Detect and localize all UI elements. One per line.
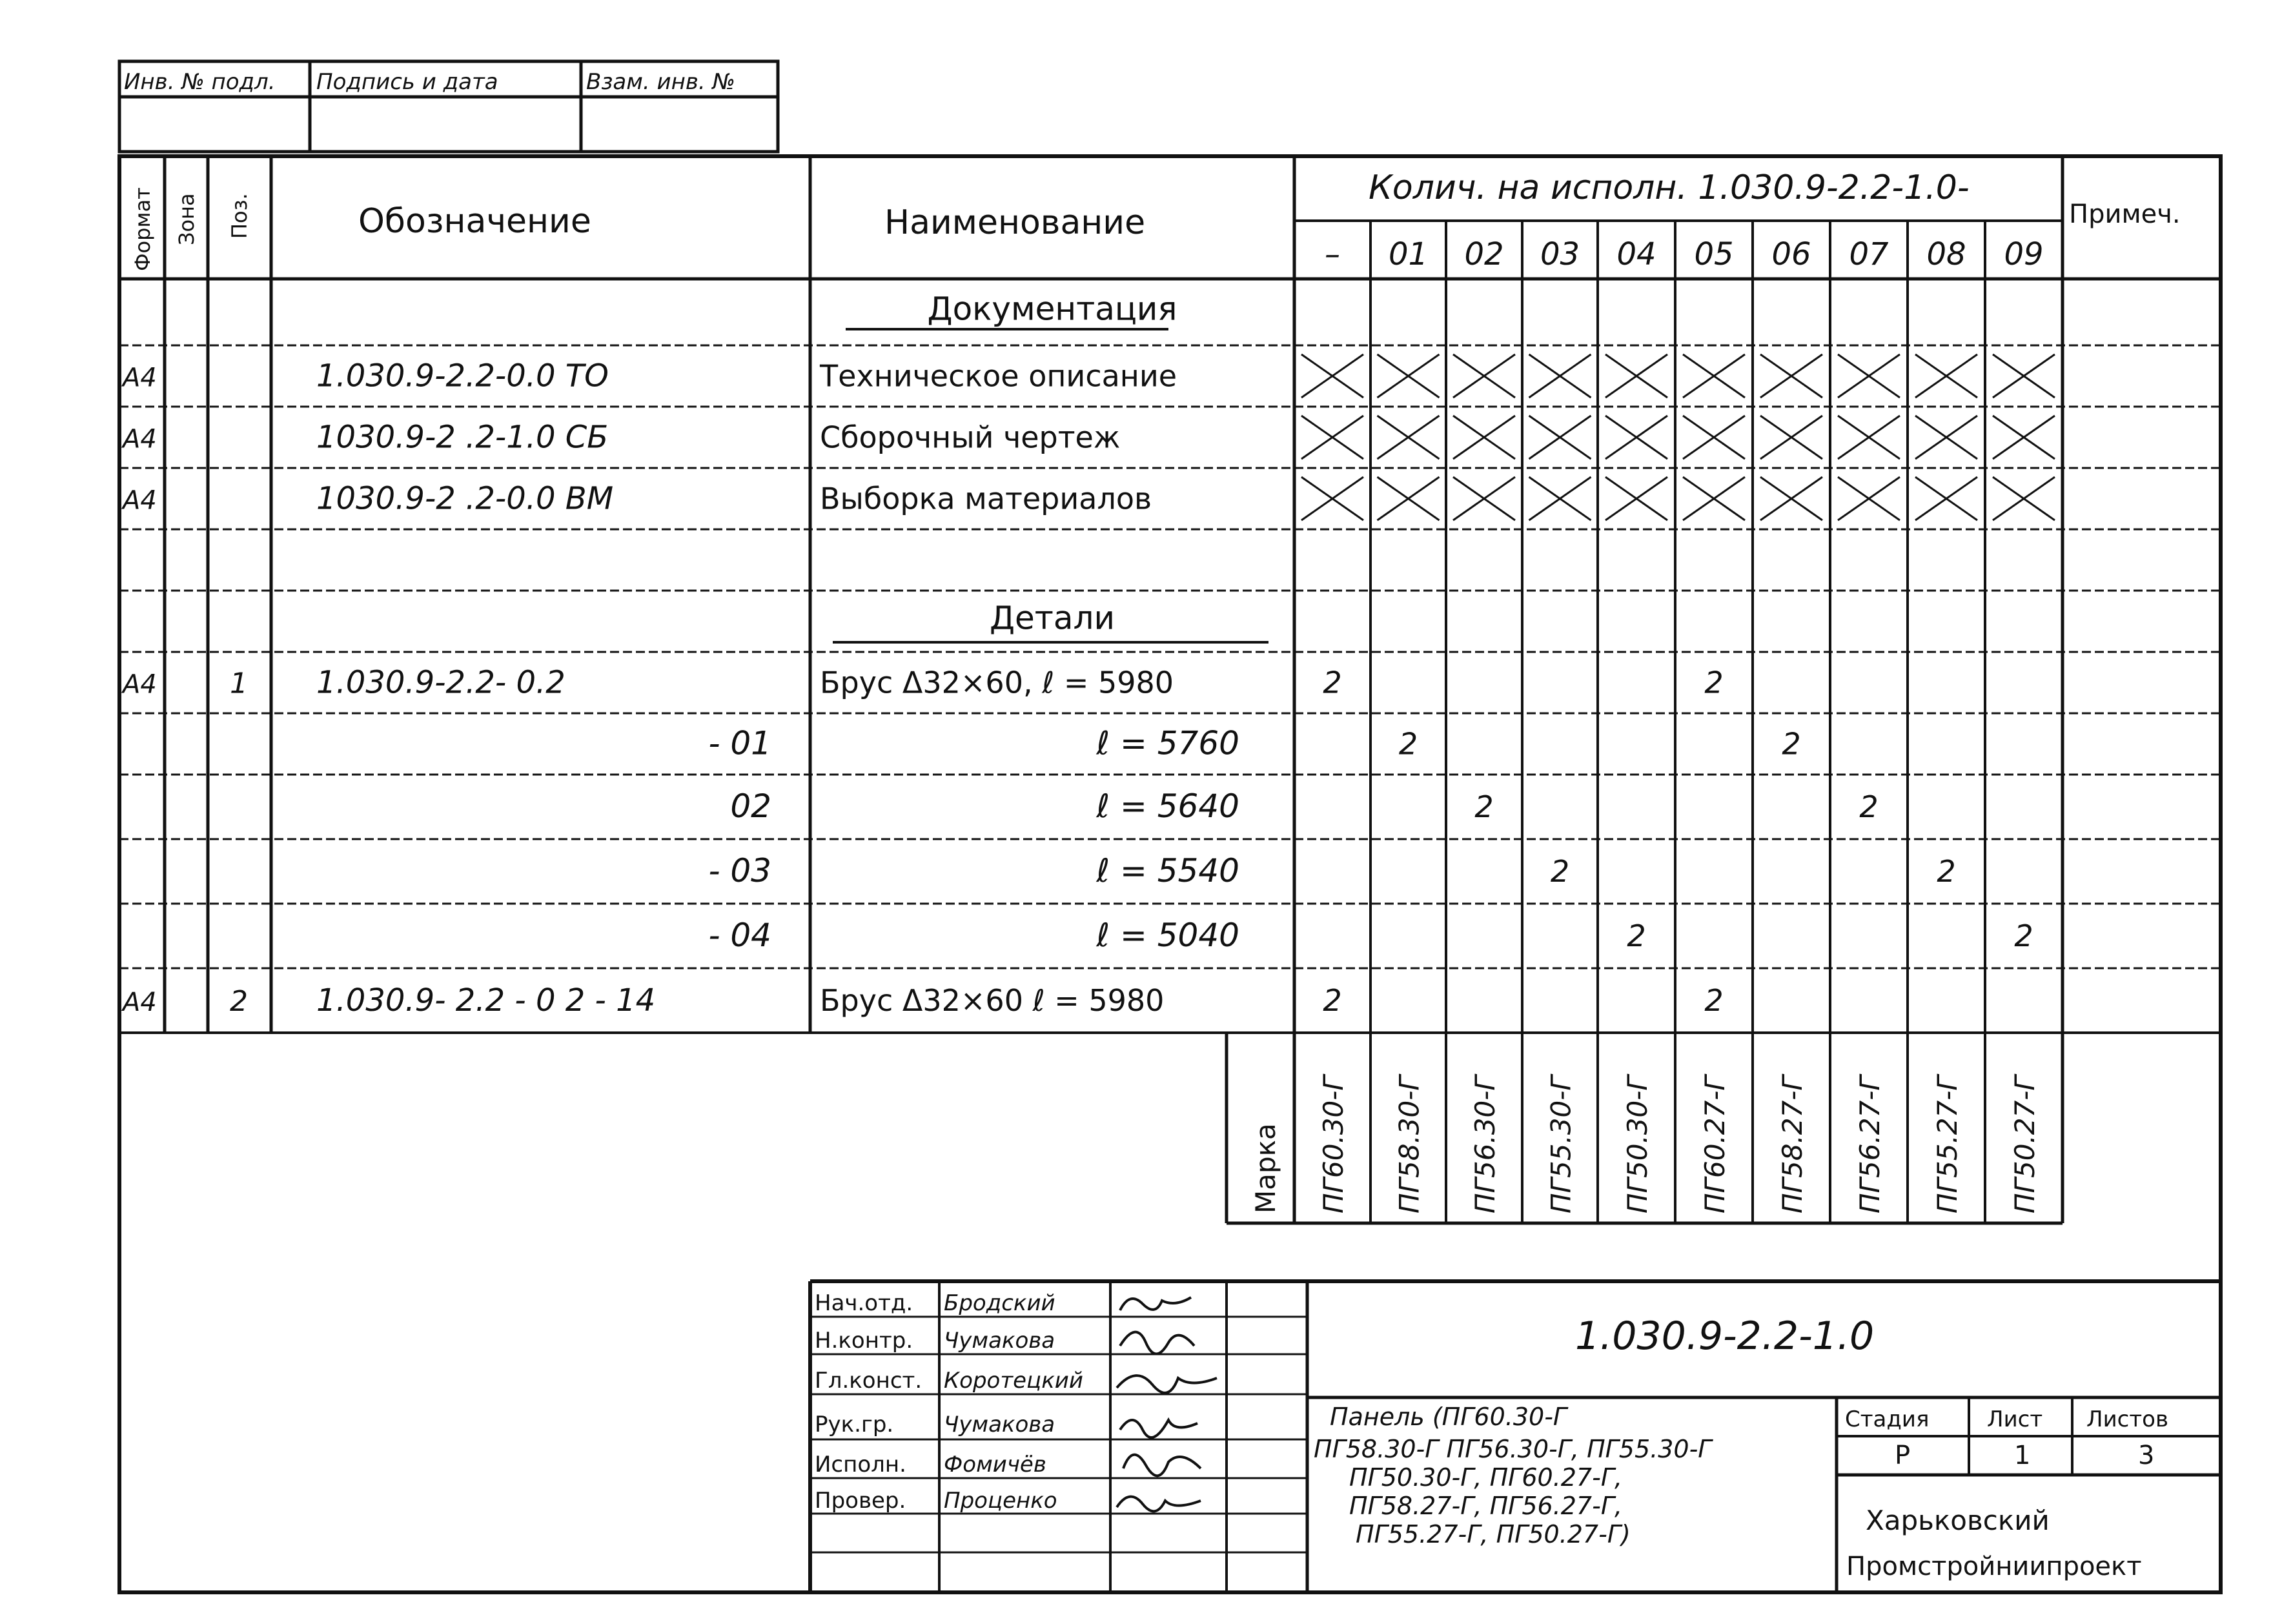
variant-header: 02 [1464,236,1504,272]
qty-value: 2 [1323,983,1342,1018]
table-row [121,477,2055,520]
qty-cross-mark [1605,354,1667,398]
row-format: А4 [123,363,157,393]
variant-header: 03 [1540,236,1580,272]
marka-value: ПГ60.30-Г [1318,1075,1349,1213]
qty-cross-mark [1760,354,1822,398]
row-name: Выборка материалов [820,481,1152,516]
variant-header: 01 [1388,236,1429,272]
marka-value: ПГ58.27-Г [1777,1075,1808,1213]
table-row [730,787,1878,825]
table-row [708,725,1800,762]
header-format: Формат [130,187,155,271]
row-designation: - 04 [708,917,771,954]
qty-cross-mark [1529,354,1591,398]
row-name: ℓ = 5040 [1096,917,1239,954]
header-kolich: Колич. на исполн. 1.030.9-2.2-1.0- [1369,168,1970,207]
marka-value: ПГ56.30-Г [1469,1075,1501,1213]
title-product-lines [1314,1403,1713,1548]
row-designation: 1.030.9-2.2- 0.2 [316,664,565,701]
product-line: ПГ58.27-Г, ПГ56.27-Г, [1349,1492,1623,1520]
row-name: Брус Δ32×60, ℓ = 5980 [820,665,1174,700]
stamp-podpis-data: Подпись и дата [316,69,498,95]
title-name: Фомичёв [944,1452,1046,1477]
title-role: Рук.гр. [815,1412,894,1437]
listov-value: 3 [2138,1441,2155,1470]
qty-cross-mark [1838,416,1900,459]
qty-cross-mark [1683,354,1745,398]
row-designation: - 03 [708,852,771,889]
stamp-inv-podl: Инв. № подл. [124,69,276,95]
row-designation: 1.030.9-2.2-0.0 ТО [316,358,609,394]
table-row [121,982,1724,1019]
title-name: Коротецкий [944,1368,1083,1394]
qty-value: 2 [1704,665,1724,700]
variant-header: 07 [1849,236,1889,272]
header-naimenovanie: Наименование [884,203,1146,242]
marka-value: ПГ55.27-Г [1931,1075,1963,1213]
org-line1: Харьковский [1866,1505,2050,1536]
row-poz: 1 [230,667,248,700]
table-row [121,665,1724,701]
row-name: Сборочный чертеж [820,420,1121,455]
signatures [1117,1297,1217,1511]
table-row [121,416,2055,459]
marka-values [1318,1073,2041,1213]
row-designation: 1030.9-2 .2-0.0 ВМ [316,480,614,517]
row-designation: 1.030.9- 2.2 - 0 2 - 14 [316,982,656,1019]
qty-value: 2 [1937,854,1956,889]
variant-header: 06 [1771,236,1811,272]
title-name: Бродский [944,1290,1055,1316]
table-rows [121,290,2055,1019]
list-value: 1 [2014,1441,2031,1470]
title-role: Н.контр. [815,1328,913,1354]
qty-cross-mark [1993,477,2055,520]
qty-cross-mark [1529,416,1591,459]
variant-header: 08 [1926,236,1966,272]
table-row [708,852,1955,889]
qty-cross-mark [1915,416,1977,459]
row-poz: 2 [230,985,248,1018]
qty-value: 2 [1782,726,1801,762]
qty-cross-mark [1301,416,1363,459]
variant-headers [1325,236,2044,272]
section-heading: Документация [927,290,1177,328]
qty-cross-mark [1301,354,1363,398]
qty-cross-mark [1915,354,1977,398]
qty-value: 2 [1323,665,1342,700]
qty-cross-mark [1760,416,1822,459]
header-oboznachenie: Обозначение [358,202,591,241]
row-name: Техническое описание [820,358,1177,394]
qty-cross-mark [1605,477,1667,520]
product-line: ПГ55.27-Г, ПГ50.27-Г) [1356,1520,1631,1548]
header-zona: Зона [174,193,199,245]
row-format: А4 [123,485,157,516]
qty-cross-mark [1453,477,1515,520]
marka-value: ПГ58.30-Г [1393,1075,1425,1213]
qty-cross-mark [1378,354,1440,398]
row-format: А4 [123,669,157,700]
variant-header: – [1325,236,1340,272]
qty-value: 2 [1474,789,1494,824]
marka-value: ПГ55.30-Г [1545,1075,1577,1213]
row-designation: 1030.9-2 .2-1.0 СБ [316,419,609,456]
table-row [928,290,1177,328]
qty-cross-mark [1301,477,1363,520]
stadiya-label: Стадия [1845,1406,1930,1432]
listov-label: Листов [2086,1406,2169,1432]
marka-value: ПГ60.27-Г [1699,1075,1731,1213]
list-label: Лист [1987,1406,2043,1432]
row-format: А4 [123,424,157,454]
row-designation: - 01 [708,724,771,762]
variant-header: 04 [1616,236,1656,272]
qty-cross-mark [1760,477,1822,520]
qty-cross-mark [1683,416,1745,459]
section-heading: Детали [989,599,1116,637]
qty-cross-mark [1453,416,1515,459]
stadiya-value: Р [1895,1441,1911,1470]
org-line2: Промстройниипроект [1846,1552,2142,1581]
qty-cross-mark [1683,477,1745,520]
header-poz: Поз. [227,193,252,239]
qty-cross-mark [1378,416,1440,459]
stamp-vzam-inv: Взам. инв. № [586,69,735,95]
marka-value: ПГ56.27-Г [1854,1075,1886,1213]
marka-value: ПГ50.27-Г [2009,1075,2041,1213]
qty-cross-mark [1605,416,1667,459]
qty-cross-mark [1529,477,1591,520]
title-role: Нач.отд. [815,1290,913,1316]
marka-label: Марка [1250,1123,1281,1213]
title-name: Проценко [944,1488,1057,1514]
marka-value: ПГ50.30-Г [1622,1075,1653,1213]
row-name: ℓ = 5760 [1096,724,1239,762]
qty-cross-mark [1993,416,2055,459]
title-name: Чумакова [944,1412,1055,1437]
row-name: ℓ = 5540 [1096,852,1239,889]
qty-value: 2 [2014,919,2033,953]
qty-value: 2 [1859,789,1879,824]
title-role: Гл.конст. [815,1368,922,1394]
product-line: ПГ58.30-Г ПГ56.30-Г, ПГ55.30-Г [1314,1435,1712,1463]
qty-cross-mark [1453,354,1515,398]
title-name: Чумакова [944,1328,1055,1354]
title-block-people [815,1290,1083,1514]
variant-header: 09 [2004,236,2044,272]
qty-value: 2 [1398,726,1418,762]
product-line: Панель (ПГ60.30-Г [1330,1403,1567,1431]
qty-cross-mark [1838,354,1900,398]
qty-cross-mark [1378,477,1440,520]
qty-value: 2 [1627,919,1646,953]
header-primech: Примеч. [2069,199,2181,229]
row-name: Брус Δ32×60 ℓ = 5980 [820,983,1165,1018]
title-role: Провер. [815,1488,906,1514]
qty-cross-mark [1838,477,1900,520]
row-designation: 02 [730,787,771,825]
row-name: ℓ = 5640 [1096,787,1239,825]
table-row [990,600,1115,637]
qty-cross-mark [1915,477,1977,520]
title-designation: 1.030.9-2.2-1.0 [1575,1314,1875,1359]
row-format: А4 [123,988,157,1017]
table-row [121,354,2055,398]
product-line: ПГ50.30-Г, ПГ60.27-Г, [1349,1463,1623,1492]
variant-header: 05 [1694,236,1734,272]
qty-value: 2 [1704,983,1724,1018]
title-role: Исполн. [815,1452,906,1477]
qty-value: 2 [1550,854,1570,889]
qty-cross-mark [1993,354,2055,398]
